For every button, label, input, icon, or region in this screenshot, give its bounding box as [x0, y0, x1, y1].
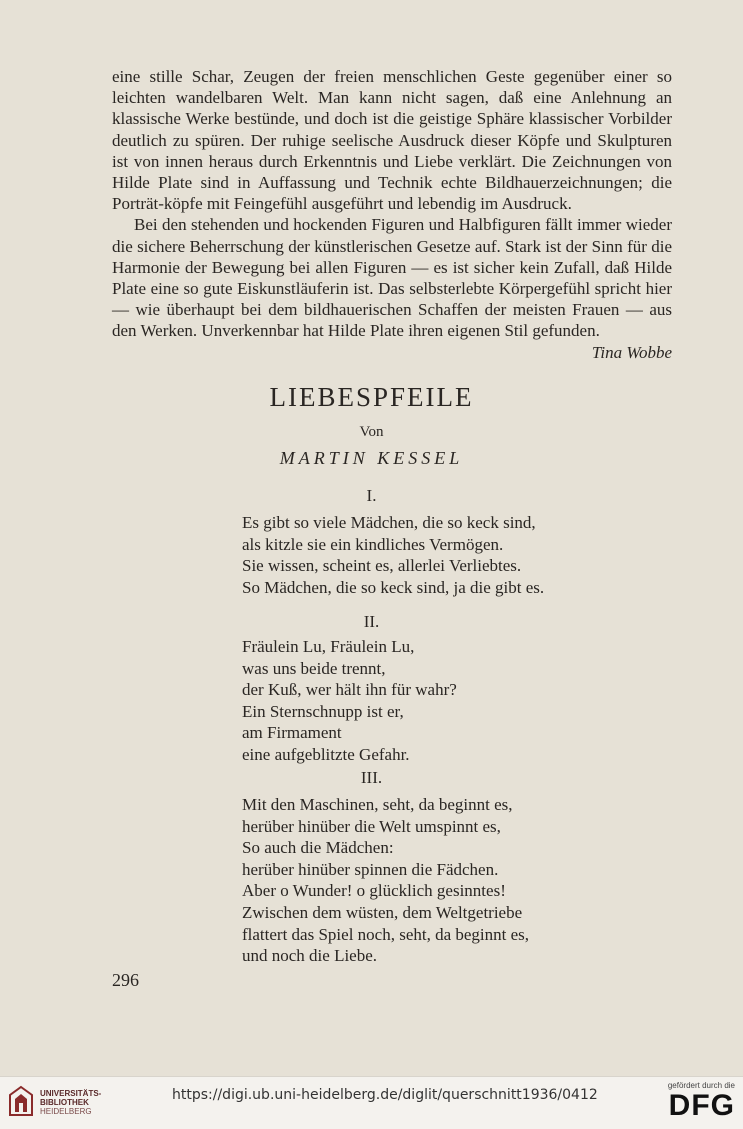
- poem-line: als kitzle sie ein kindliches Vermögen.: [242, 534, 504, 554]
- poem-2: [242, 636, 457, 766]
- poem-line: Aber o Wunder! o glücklich gesinntes!: [242, 881, 506, 901]
- poem-line: eine aufgeblitzte Gefahr.: [242, 744, 410, 764]
- poem-line: Zwischen dem wüsten, dem Weltgetriebe: [242, 902, 523, 922]
- library-name-line-2: BIBLIOTHEK: [40, 1097, 89, 1107]
- library-name-line-1: UNIVERSITÄTS-: [40, 1088, 102, 1098]
- funded-by-label: gefördert durch die: [667, 1081, 735, 1090]
- poem-line: herüber hinüber spinnen die Fädchen.: [242, 859, 499, 879]
- poem-2-numeral: II.: [363, 612, 380, 631]
- poem-line: am Firmament: [242, 723, 342, 743]
- footer-bar: [0, 1076, 743, 1129]
- library-name-line-3: HEIDELBERG: [40, 1106, 92, 1116]
- author-name: MARTIN KESSEL: [279, 448, 464, 468]
- poem-title: LIEBESPFEILE: [269, 382, 474, 412]
- poem-line: Fräulein Lu, Fräulein Lu,: [242, 637, 415, 656]
- poem-line: der Kuß, wer hält ihn für wahr?: [242, 680, 457, 700]
- library-emblem-icon: [8, 1085, 34, 1119]
- poem-line: So Mädchen, die so keck sind, ja die gibt es.: [242, 577, 545, 597]
- poem-line: was uns beide trennt,: [242, 658, 386, 678]
- poem-line: herüber hinüber die Welt umspinnt es,: [242, 816, 501, 836]
- library-logo[interactable]: [8, 1085, 101, 1119]
- dfg-logo[interactable]: [668, 1081, 735, 1122]
- poem-line: Mit den Maschinen, seht, da beginnt es,: [242, 795, 513, 814]
- by-label: Von: [359, 424, 384, 440]
- page-number: 296: [112, 970, 139, 990]
- poem-line: Sie wissen, scheint es, allerlei Verliebtes.: [242, 556, 522, 576]
- signature: Tina Wobbe: [591, 342, 672, 362]
- prose-section: [112, 66, 672, 363]
- poem-3: [242, 794, 529, 967]
- paragraph-2: Bei den stehenden und hockenden Figuren und Halbfiguren fällt immer wieder die sichere Beherrschung der künstlerischen Gesetze auf. Stark ist der Sinn für die Harmonie der Bewegung bei allen Figuren — es ist sicher kein Zufall, daß Hilde Plate eine so gute Eiskunstläuferin ist. Das selbsterlebte Körpergefühl spricht hier — wie überhaupt bei dem bildhauerischen Schaffen der meisten Frauen — aus den Werken. Unverkennbar hat Hilde Plate ihren eigenen Stil gefunden.: [112, 215, 672, 341]
- poem-line: Ein Sternschnupp ist er,: [242, 701, 404, 721]
- library-name: [40, 1089, 101, 1116]
- poem-line: Es gibt so viele Mädchen, die so keck sind,: [242, 513, 536, 532]
- permalink-url[interactable]: https://digi.ub.uni-heidelberg.de/diglit/querschnitt1936/0412: [172, 1087, 598, 1103]
- paragraph-1: eine stille Schar, Zeugen der freien menschlichen Geste gegenüber einer so leichten wandelbaren Welt. Man kann nicht sagen, daß eine Anlehnung an klassische Werke bestünde, und doch ist die geistige Sphäre klassischer Vorbilder deutlich zu spüren. Der ruhige seelische Ausdruck dieser Köpfe und Skulpturen ist von innen heraus durch Erkenntnis und Liebe verklärt. Die Zeichnungen von Hilde Plate sind in Auffassung und Technik echte Bildhauerzeichnungen; die Porträt-köpfe mit Feingefühl ausgeführt und lebendig im Ausdruck.: [112, 67, 672, 214]
- dfg-wordmark: DFG: [668, 1089, 735, 1122]
- poem-1: [242, 512, 544, 598]
- poem-line: So auch die Mädchen:: [242, 838, 394, 858]
- poem-line: und noch die Liebe.: [242, 946, 378, 966]
- poem-3-numeral: III.: [360, 768, 383, 787]
- poem-1-numeral: I.: [366, 486, 377, 505]
- poem-line: flattert das Spiel noch, seht, da beginnt es,: [242, 924, 530, 944]
